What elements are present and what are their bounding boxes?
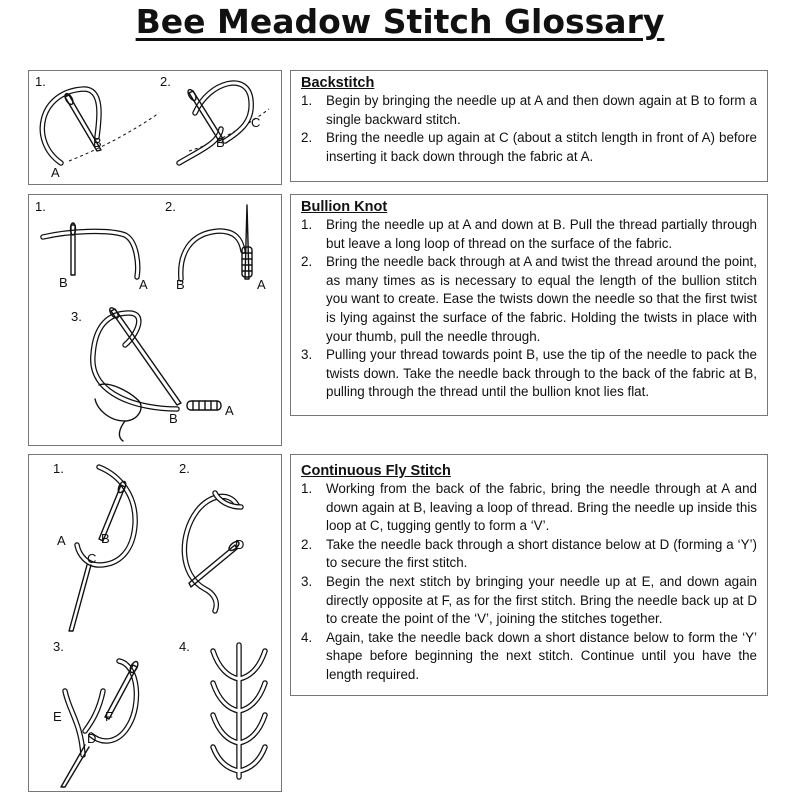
point-label: A [225,403,234,418]
step-number: 2. [301,254,313,270]
step-item [301,346,757,402]
fly-stitch-illustration [28,454,282,792]
step-text: Again, take the needle back down a short distance below to form the ‘Y’ shape before beginning the next stitch. Continue until you have the length required. [326,629,757,682]
step-text: Bring the needle back through at A and twist the thread around the point, as many times as is necessary to equal the length of the bullion stitch you want to create. Ease the twists down the needle so that the first twist is lying against the surface of the fabric. Holding the twists in place with your thumb, pull the needle through. [326,254,757,344]
needle-icon [69,480,127,631]
point-label: B [93,135,102,150]
step-number: 1. [301,93,313,108]
bullion-knot-section [290,194,768,416]
step-text: Pulling your thread towards point B, use the tip of the needle to pack the twists down. Take the needle back through to the back of the fabric at B, pulling through the thread until the bullion knot lies flat. [326,347,757,400]
fly-stitch-section [290,454,768,696]
point-label: D [87,731,97,746]
stitch-line [69,113,159,161]
step-number: 1. [301,481,313,496]
point-label: B [169,411,178,426]
point-label: C [251,115,261,130]
step-number: 2. [301,536,313,552]
point-label: B [101,531,110,546]
step-item [301,629,757,685]
step-item [301,129,757,166]
step-list [301,92,757,166]
step-item [301,480,757,536]
point-label: F [105,709,113,724]
thread [43,231,138,277]
needle-icon [242,205,252,279]
step-list [301,216,757,402]
point-label: A [51,165,60,180]
step-text: Bring the needle up at A and down at B. Pull the thread partially through but leave a long loop of thread on the surface of the fabric. [326,217,757,251]
step-number: 3. [53,639,64,654]
step-number: 1. [35,74,46,89]
point-label: A [57,533,66,548]
step-number: 3. [301,347,313,363]
point-label: A [139,277,148,292]
step-text: Begin by bringing the needle up at A and then down again at B to form a single backward stitch. [326,93,757,127]
step-text: Bring the needle up again at C (about a stitch length in front of A) before inserting it back down through the fabric at A. [326,130,757,164]
step-number: 2. [301,130,313,146]
point-label: A [257,277,266,292]
point-label: B [216,135,225,150]
step-number: 2. [179,461,190,476]
step-item [301,92,757,129]
needle-icon [108,306,181,405]
step-item [301,216,757,253]
step-number: 1. [53,461,64,476]
point-label: D [235,537,245,552]
thread [93,313,177,409]
step-number: 1. [301,217,313,232]
step-number: 3. [71,309,82,324]
section-heading: Bullion Knot [301,199,388,215]
step-item [301,573,757,629]
step-number: 1. [35,199,46,214]
step-text: Take the needle back through a short distance below at D (forming a ‘Y’) to secure the first stitch. [326,536,757,571]
step-item [301,253,757,346]
step-number: 2. [160,74,171,89]
step-list [301,480,757,685]
bullion-twists [187,401,221,410]
point-label: C [87,551,97,566]
bullion-knot-illustration [28,194,282,446]
point-label: E [53,709,62,724]
thread [181,231,243,279]
step-item [301,536,757,573]
step-number: 2. [165,199,176,214]
step-number: 4. [301,629,313,645]
section-heading: Backstitch [301,75,375,91]
point-label: B [176,277,185,292]
point-label: B [59,275,68,290]
section-heading: Continuous Fly Stitch [301,463,451,479]
fly-stitch-chain [213,645,265,777]
step-number: 3. [301,573,313,589]
step-text: Working from the back of the fabric, bring the needle through at A and down again at B, leaving a loop of thread. Bring the needle up inside this loop at C, tugging gently to form a ‘V’. [326,481,757,534]
backstitch-illustration [28,70,282,185]
page-title: Bee Meadow Stitch Glossary [135,2,665,41]
step-text: Begin the next stitch by bringing your needle up at E, and down again directly opposite at F, as for the first stitch. Bring the needle back up at D to create the point of the ‘V’, joining the stitches together. [326,573,757,627]
step-number: 4. [179,639,190,654]
backstitch-section [290,70,768,182]
